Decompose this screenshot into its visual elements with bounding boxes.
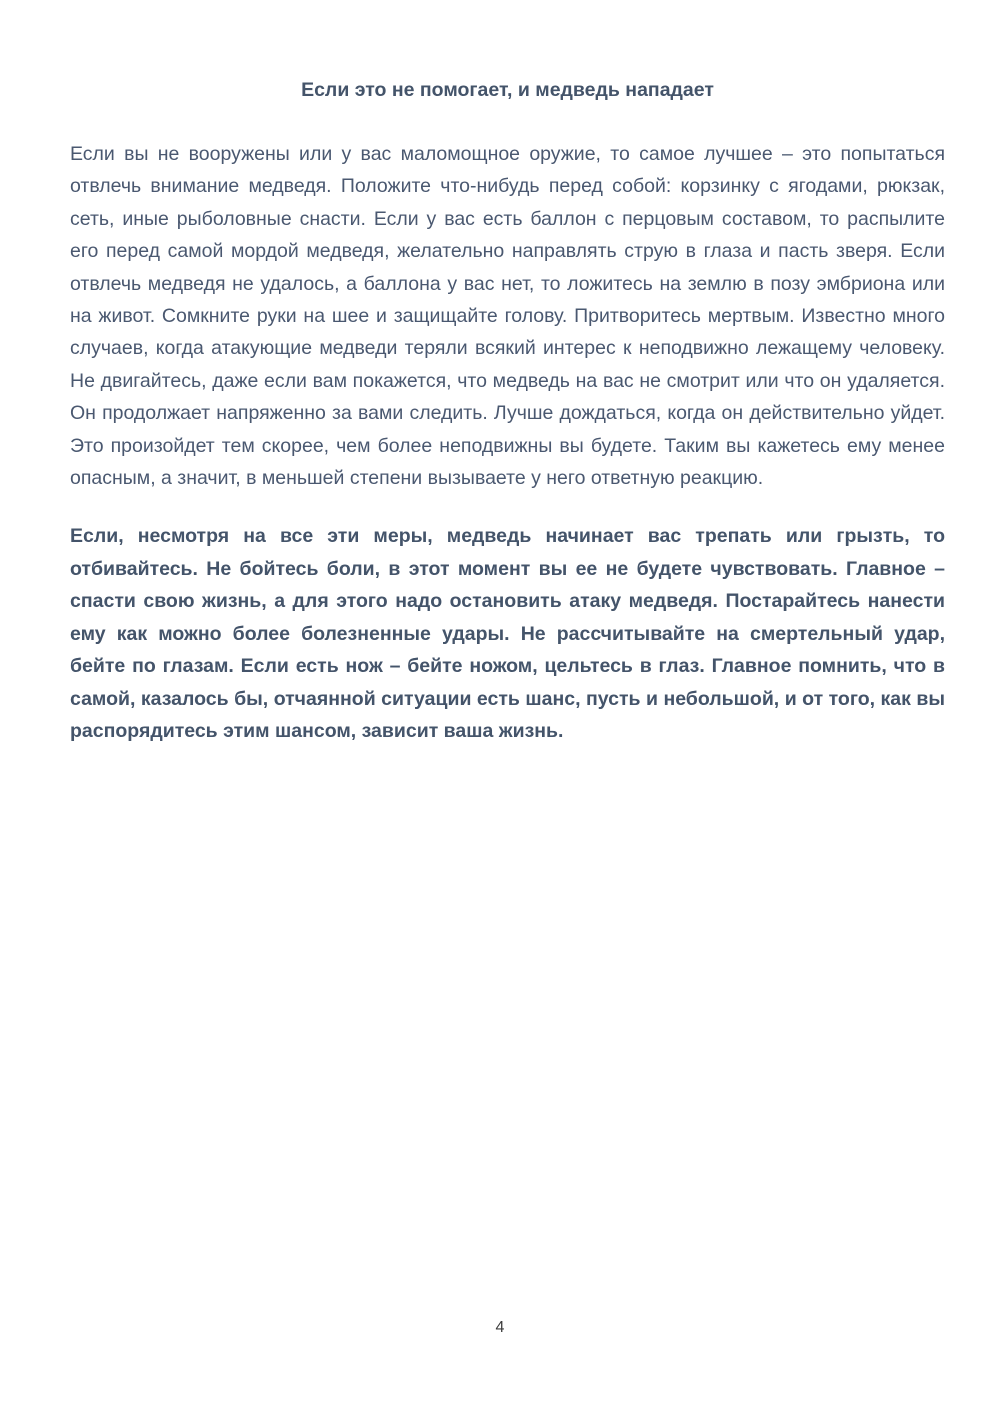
paragraph-emphasis: Если, несмотря на все эти меры, медведь начинает вас трепать или грызть, то отбивайтесь. Не бойтесь боли, в этот момент вы ее не будете чувствовать. Главное – спасти свою жизнь, а для этого надо остановить атаку медведя. Постарайтесь нанести ему как можно более болезненные удары. Не рассчитывайте на смертельный удар, бейте по глазам. Если есть нож – бейте ножом, цельтесь в глаз. Главное помнить, что в самой, казалось бы, отчаянной ситуации есть шанс, пусть и небольшой, и от того, как вы распорядитесь этим шансом, зависит ваша жизнь. <box>70 525 945 742</box>
page-number: 4 <box>495 1319 505 1336</box>
document-content <box>70 0 945 747</box>
paragraph-body: Если вы не вооружены или у вас маломощное оружие, то самое лучшее – это попытаться отвлечь внимание медведя. Положите что-нибудь перед собой: корзинку с ягодами, рюкзак, сеть, иные рыболовные снасти. Если у вас есть баллон с перцовым составом, то распылите его перед самой мордой медведя, желательно направлять струю в глаза и пасть зверя. Если отвлечь медведя не удалось, а баллона у вас нет, то ложитесь на землю в позу эмбриона или на живот. Сомкните руки на шее и защищайте голову. Притворитесь мертвым. Известно много случаев, когда атакующие медведи теряли всякий интерес к неподвижно лежащему человеку. Не двигайтесь, даже если вам покажется, что медведь на вас не смотрит или что он удаляется. Он продолжает напряженно за вами следить. Лучше дождаться, когда он действительно уйдет. Это произойдет тем скорее, чем более неподвижны вы будете. Таким вы кажетесь ему менее опасным, а значит, в меньшей степени вызываете у него ответную реакцию. <box>70 143 945 490</box>
page-title: Если это не помогает, и медведь нападает <box>301 79 714 101</box>
